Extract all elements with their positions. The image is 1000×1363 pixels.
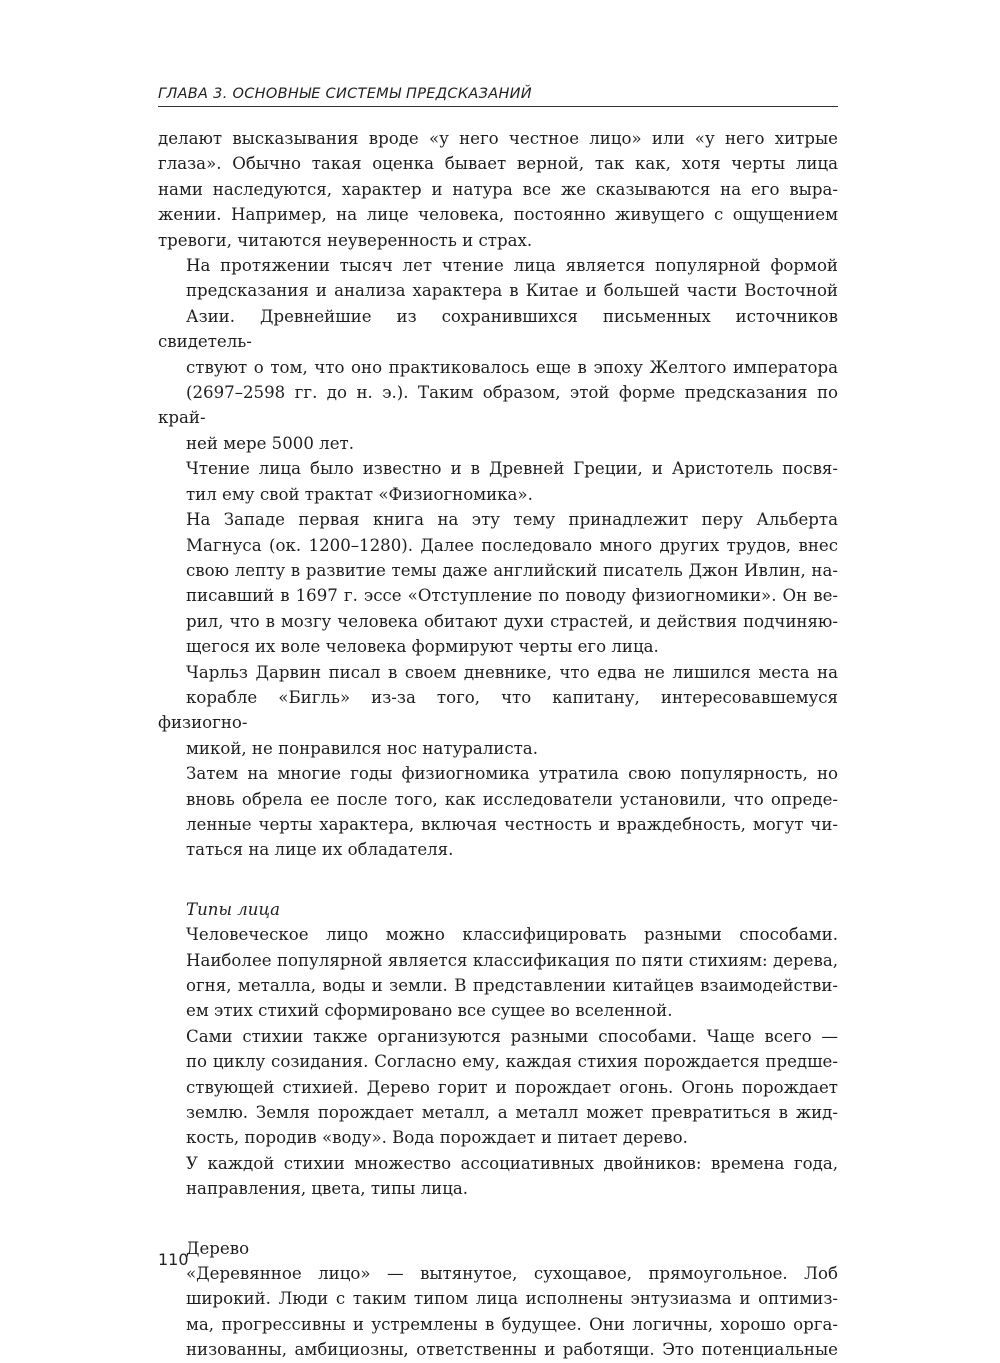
text-line: Наиболее популярной является классификация по пяти стихиям: дерева, xyxy=(186,950,838,970)
subsection-title: Дерево xyxy=(186,1238,250,1258)
text-line: корабле «Бигль» из-за того, что капитану, интересовавшемуся физиогно- xyxy=(158,687,838,733)
text-line: ствуют о том, что оно практиковалось еще в эпоху Желтого императора xyxy=(186,357,838,377)
text-line: по циклу созидания. Согласно ему, каждая стихия порождается предше- xyxy=(186,1052,838,1072)
text-line: делают высказывания вроде «у него честное лицо» или «у него хитрые xyxy=(158,129,838,148)
section-gap xyxy=(158,1202,838,1236)
paragraph xyxy=(158,1024,838,1151)
paragraph-group-intro xyxy=(158,126,838,863)
running-head: ГЛАВА 3. ОСНОВНЫЕ СИСТЕМЫ ПРЕДСКАЗАНИЙ xyxy=(158,86,532,102)
paragraph xyxy=(158,1261,838,1363)
text-line: ленные черты характера, включая честность и враждебность, могут чи- xyxy=(186,814,838,834)
text-line: Магнуса (ок. 1200–1280). Далее последовало много других трудов, внес xyxy=(186,535,838,555)
text-line: рил, что в мозгу человека обитают духи страстей, и действия подчиняю- xyxy=(186,611,838,631)
text-line: жении. Например, на лице человека, постоянно живущего с ощущением xyxy=(158,205,838,225)
text-line: нами наследуются, характер и натура все же сказываются на его выра- xyxy=(158,179,838,199)
text-line: ем этих стихий сформировано все сущее во вселенной. xyxy=(186,1001,673,1021)
text-line: микой, не понравился нос натуралиста. xyxy=(186,738,538,758)
paragraph xyxy=(158,507,838,659)
paragraph xyxy=(158,126,838,253)
text-line: таться на лице их обладателя. xyxy=(186,840,454,860)
text-line: На Западе первая книга на эту тему принадлежит перу Альберта xyxy=(186,510,838,530)
text-line: вновь обрела ее после того, как исследователи установили, что опреде- xyxy=(186,789,838,809)
text-line: низованны, амбициозны, ответственны и работящи. Это потенциальные xyxy=(186,1340,838,1360)
text-line: Сами стихии также организуются разными способами. Чаще всего — xyxy=(186,1026,838,1046)
text-line: щегося их воле человека формируют черты его лица. xyxy=(186,637,659,657)
paragraph-group-face-types xyxy=(158,922,838,1201)
text-line: Чарльз Дарвин писал в своем дневнике, что едва не лишился места на xyxy=(186,662,838,682)
text-line: У каждой стихии множество ассоциативных двойников: времена года, xyxy=(186,1153,838,1173)
page-body xyxy=(158,126,838,1363)
text-line: писавший в 1697 г. эссе «Отступление по поводу физиогномики». Он ве- xyxy=(186,586,838,606)
text-line: огня, металла, воды и земли. В представлении китайцев взаимодействи- xyxy=(186,976,838,995)
paragraph xyxy=(158,922,838,1024)
text-line: тил ему свой трактат «Физиогномика». xyxy=(186,484,533,504)
text-line: «Деревянное лицо» — вытянутое, сухощавое, прямоугольное. Лоб xyxy=(186,1264,838,1284)
paragraph-group-wood xyxy=(158,1261,838,1363)
paragraph xyxy=(158,1151,838,1202)
paragraph xyxy=(158,456,838,507)
text-line: Азии. Древнейшие из сохранившихся письменных источников свидетель- xyxy=(158,306,838,352)
text-line: ма, прогрессивны и устремлены в будущее. Они логичны, хорошо орга- xyxy=(186,1314,838,1334)
section-gap xyxy=(158,863,838,897)
text-line: Чтение лица было известно и в Древней Греции, и Аристотель посвя- xyxy=(186,459,838,479)
text-line: ней мере 5000 лет. xyxy=(186,433,354,453)
section-title: Типы лица xyxy=(186,899,280,919)
text-line: землю. Земля порождает металл, а металл может превратиться в жид- xyxy=(186,1103,838,1123)
text-line: ствующей стихией. Дерево горит и порождает огонь. Огонь порождает xyxy=(186,1077,838,1097)
text-line: направления, цвета, типы лица. xyxy=(186,1179,469,1199)
text-line: тревоги, читаются неуверенность и страх. xyxy=(158,230,533,250)
text-line: Человеческое лицо можно классифицировать разными способами. xyxy=(186,925,838,945)
paragraph xyxy=(158,761,838,863)
page-number: 110 xyxy=(158,1250,189,1269)
text-line: широкий. Люди с таким типом лица исполнены энтузиазма и оптимиз- xyxy=(186,1289,838,1309)
paragraph xyxy=(158,253,838,456)
text-line: На протяжении тысяч лет чтение лица является популярной формой xyxy=(186,256,838,276)
text-line: предсказания и анализа характера в Китае и большей части Восточной xyxy=(186,281,838,301)
text-line: свою лепту в развитие темы даже английский писатель Джон Ивлин, на- xyxy=(186,560,838,580)
paragraph xyxy=(158,660,838,762)
text-line: Затем на многие годы физиогномика утратила свою популярность, но xyxy=(186,764,838,784)
text-line: (2697–2598 гг. до н. э.). Таким образом, этой форме предсказания по край- xyxy=(158,383,838,428)
text-line: кость, породив «воду». Вода порождает и питает дерево. xyxy=(186,1128,688,1148)
header-rule xyxy=(158,106,838,107)
text-line: глаза». Обычно такая оценка бывает верной, так как, хотя черты лица xyxy=(158,154,838,174)
